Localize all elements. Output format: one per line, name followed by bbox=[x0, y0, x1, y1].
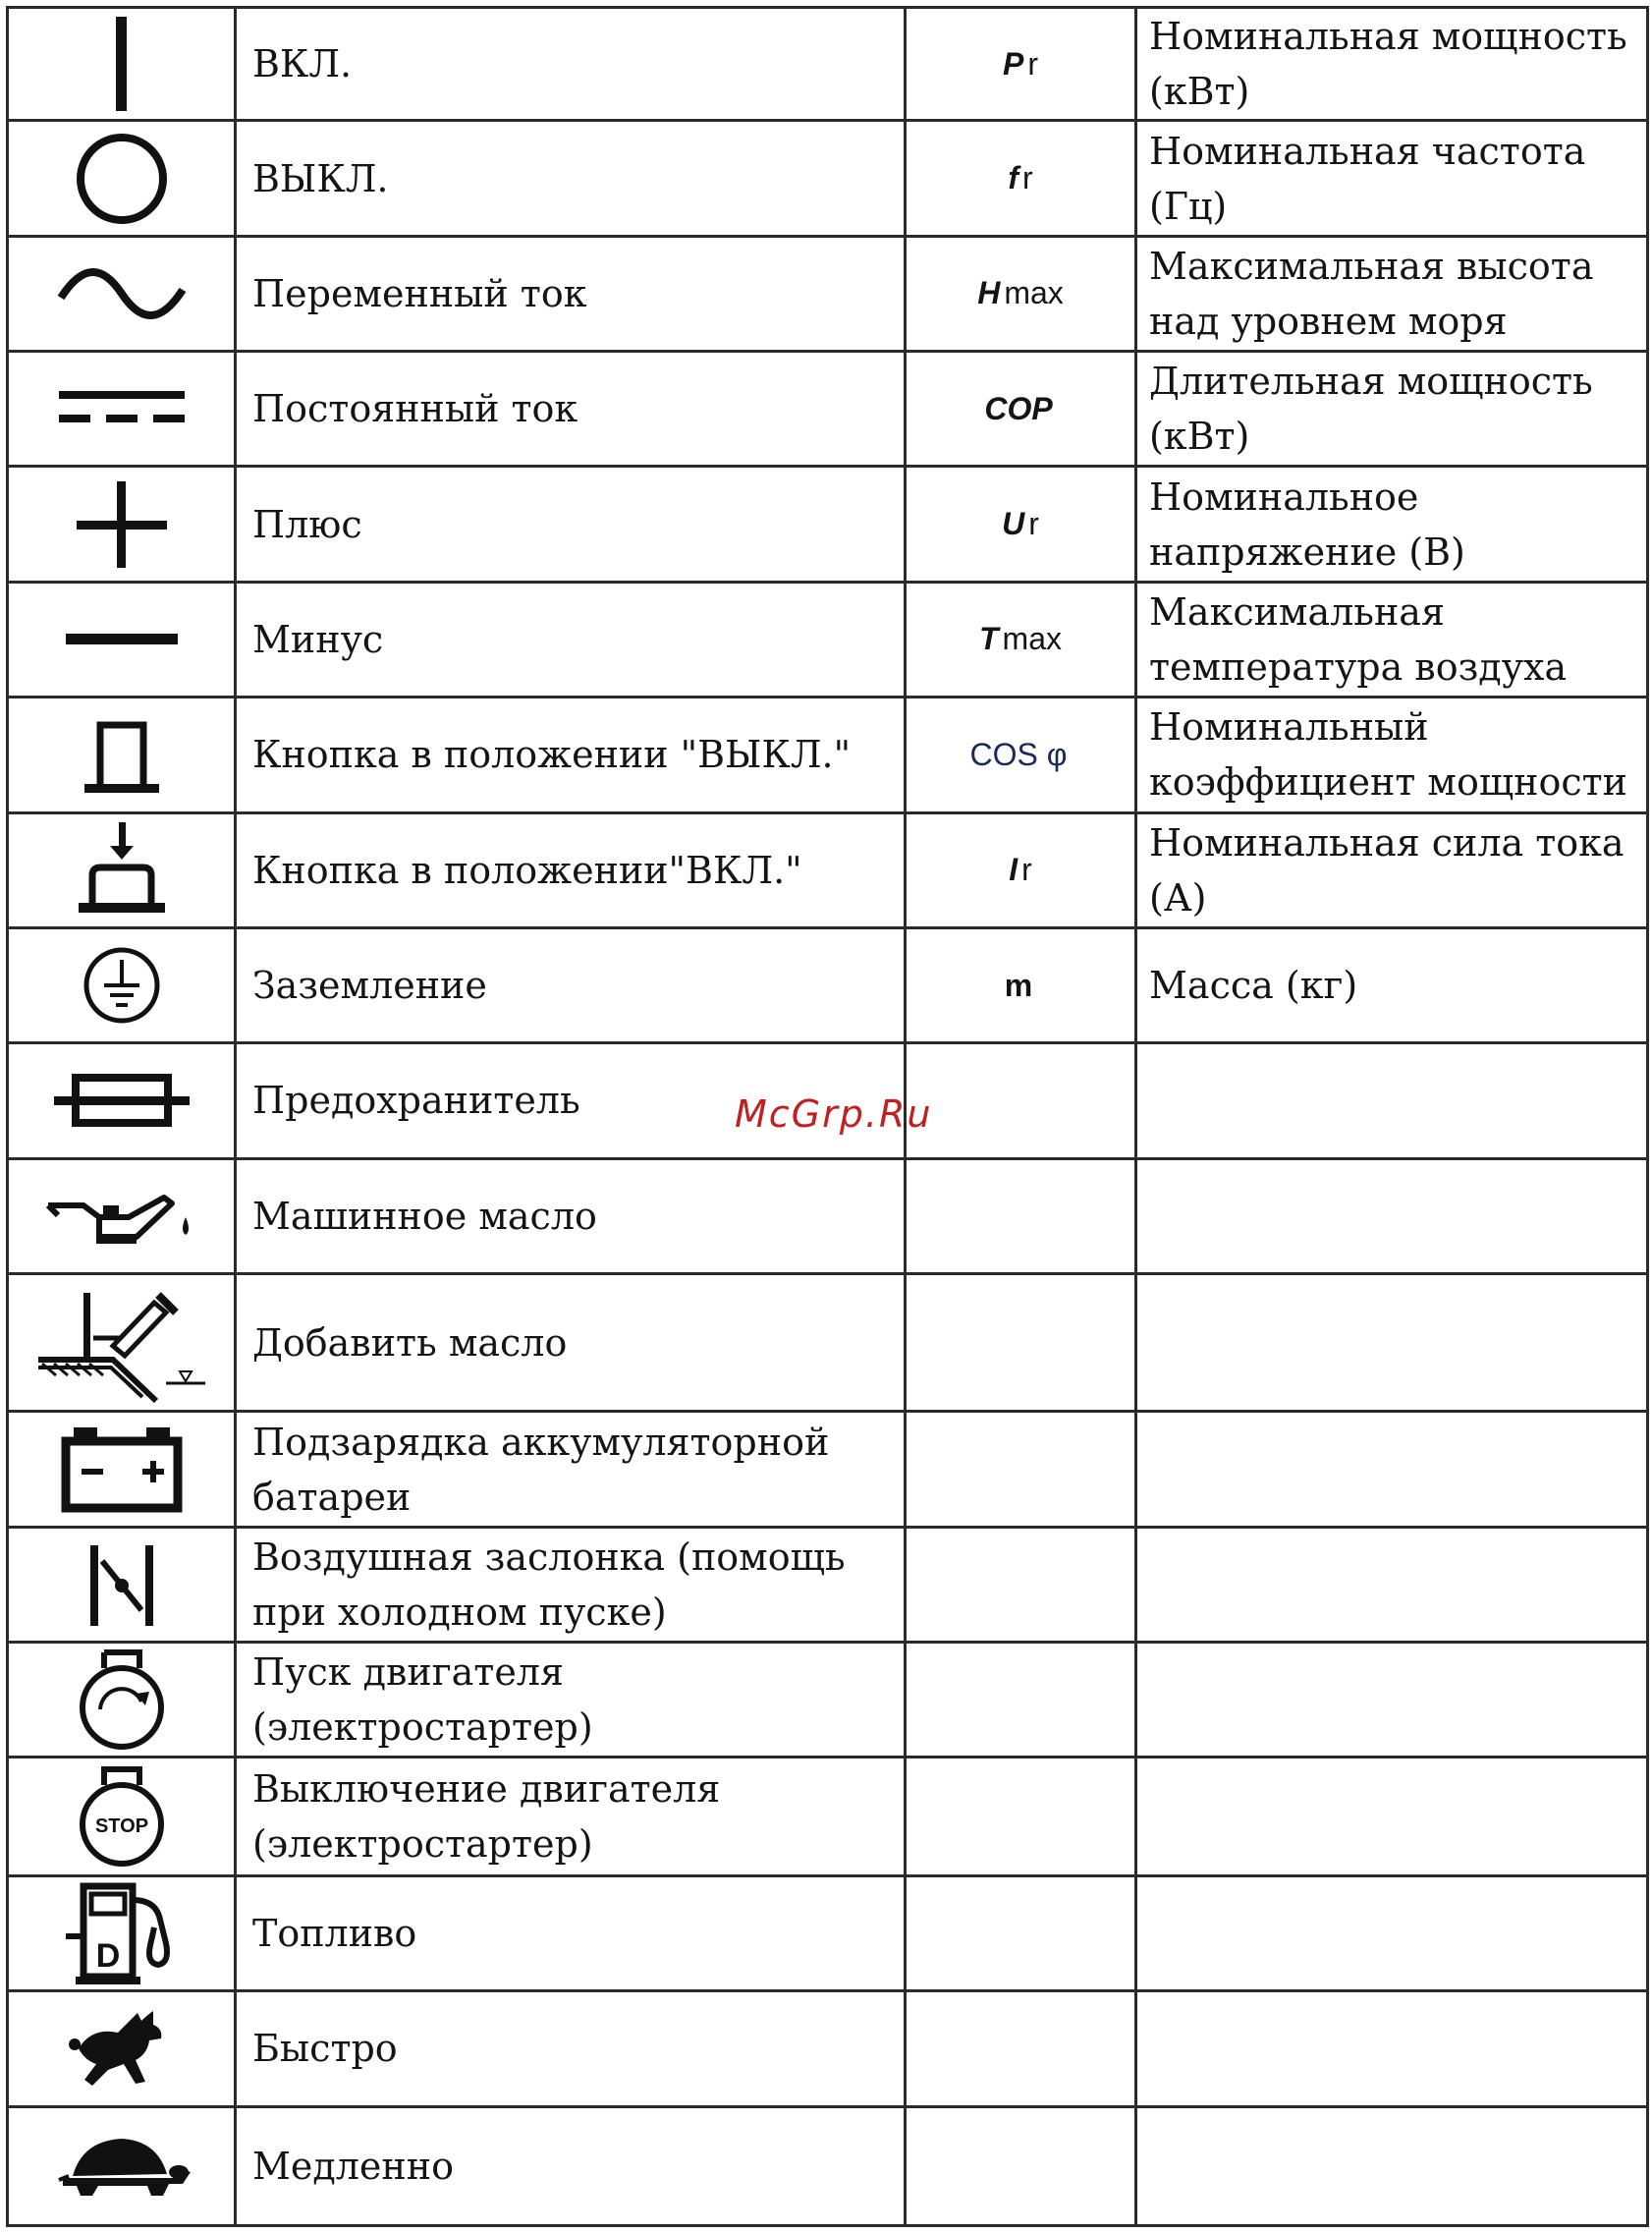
battery-icon bbox=[58, 1424, 186, 1516]
engine-start-icon bbox=[63, 1647, 181, 1753]
parameter-description bbox=[1136, 1875, 1648, 1990]
icon-cell bbox=[8, 1875, 236, 1990]
icon-cell bbox=[8, 812, 236, 927]
parameter-code bbox=[906, 1527, 1136, 1642]
off-circle-icon bbox=[63, 128, 181, 230]
code-main: U bbox=[1002, 506, 1025, 542]
symbol-label: Воздушная заслонка (помощь при холодном пуске) bbox=[236, 1527, 906, 1642]
code-main: T bbox=[979, 621, 999, 657]
icon-cell bbox=[8, 236, 236, 351]
table-row bbox=[8, 1158, 1648, 1273]
table-row bbox=[8, 1527, 1648, 1642]
symbol-label: Предохранитель bbox=[236, 1043, 906, 1158]
parameter-description bbox=[1136, 1643, 1648, 1758]
parameter-code bbox=[906, 8, 1136, 121]
table-row bbox=[8, 467, 1648, 582]
parameter-code bbox=[906, 1273, 1136, 1411]
parameter-code bbox=[906, 927, 1136, 1042]
code-sub: max bbox=[1004, 275, 1064, 311]
ground-icon bbox=[63, 936, 181, 1034]
symbol-label: Переменный ток bbox=[236, 236, 906, 351]
code-main: m bbox=[1004, 967, 1033, 1003]
symbol-label: Добавить масло bbox=[236, 1273, 906, 1411]
fuel-pump-icon bbox=[58, 1880, 186, 1986]
symbol-label: Пуск двигателя (электростартер) bbox=[236, 1643, 906, 1758]
code-main: COS φ bbox=[969, 736, 1068, 772]
icon-cell bbox=[8, 8, 236, 121]
table-row bbox=[8, 8, 1648, 121]
icon-cell bbox=[8, 1991, 236, 2106]
choke-icon bbox=[63, 1535, 181, 1634]
parameter-description bbox=[1136, 1158, 1648, 1273]
icon-cell bbox=[8, 927, 236, 1042]
parameter-code bbox=[906, 698, 1136, 812]
direct-current-icon bbox=[53, 379, 191, 438]
table-row bbox=[8, 1758, 1648, 1875]
table-row bbox=[8, 1643, 1648, 1758]
symbol-label: Машинное масло bbox=[236, 1158, 906, 1273]
minus-icon bbox=[58, 620, 186, 659]
code-sub: r bbox=[1027, 45, 1038, 82]
symbol-label: Подзарядка аккумуляторной батареи bbox=[236, 1412, 906, 1527]
icon-cell bbox=[8, 698, 236, 812]
parameter-code bbox=[906, 467, 1136, 582]
table-row bbox=[8, 2106, 1648, 2225]
symbol-label: Кнопка в положении"ВКЛ." bbox=[236, 812, 906, 927]
symbol-label: Постоянный ток bbox=[236, 352, 906, 467]
on-line-icon bbox=[63, 13, 181, 115]
icon-cell bbox=[8, 1043, 236, 1158]
button-released-icon bbox=[63, 705, 181, 804]
table-row bbox=[8, 236, 1648, 351]
icon-cell bbox=[8, 352, 236, 467]
parameter-description bbox=[1136, 1527, 1648, 1642]
parameter-description bbox=[1136, 1758, 1648, 1875]
symbol-label: Кнопка в положении "ВЫКЛ." bbox=[236, 698, 906, 812]
icon-cell bbox=[8, 1643, 236, 1758]
icon-cell bbox=[8, 582, 236, 697]
parameter-description bbox=[1136, 1273, 1648, 1411]
symbol-label: Топливо bbox=[236, 1875, 906, 1990]
table-row bbox=[8, 927, 1648, 1042]
symbol-label: Быстро bbox=[236, 1991, 906, 2106]
parameter-description: Номинальный коэффициент мощности bbox=[1136, 698, 1648, 812]
symbol-label: ВЫКЛ. bbox=[236, 121, 906, 236]
add-oil-icon bbox=[28, 1281, 215, 1405]
code-sub: r bbox=[1021, 852, 1032, 888]
icon-cell bbox=[8, 2106, 236, 2225]
table-row bbox=[8, 352, 1648, 467]
code-sub: max bbox=[1002, 621, 1062, 657]
parameter-code bbox=[906, 1991, 1136, 2106]
plus-icon bbox=[63, 474, 181, 576]
parameter-code bbox=[906, 121, 1136, 236]
table-row bbox=[8, 812, 1648, 927]
stop-text: STOP bbox=[94, 1815, 148, 1838]
parameter-description bbox=[1136, 1412, 1648, 1527]
parameter-description: Длительная мощность (кВт) bbox=[1136, 352, 1648, 467]
fuel-d-text: D bbox=[95, 1936, 120, 1975]
parameter-description: Масса (кг) bbox=[1136, 927, 1648, 1042]
parameter-code bbox=[906, 1875, 1136, 1990]
parameter-code bbox=[906, 236, 1136, 351]
table-row bbox=[8, 1273, 1648, 1411]
table-row bbox=[8, 121, 1648, 236]
oil-can-icon bbox=[38, 1172, 205, 1260]
symbol-label: Минус bbox=[236, 582, 906, 697]
table-row bbox=[8, 1991, 1648, 2106]
icon-cell bbox=[8, 467, 236, 582]
parameter-description: Номинальная частота (Гц) bbox=[1136, 121, 1648, 236]
parameter-description: Номинальная сила тока (А) bbox=[1136, 812, 1648, 927]
code-main: I bbox=[1009, 852, 1019, 888]
symbol-label: Заземление bbox=[236, 927, 906, 1042]
parameter-description bbox=[1136, 1991, 1648, 2106]
button-pressed-icon bbox=[63, 818, 181, 922]
parameter-code bbox=[906, 1758, 1136, 1875]
code-main: f bbox=[1008, 160, 1019, 196]
parameter-description: Максимальная температура воздуха bbox=[1136, 582, 1648, 697]
table-row bbox=[8, 698, 1648, 812]
parameter-code bbox=[906, 352, 1136, 467]
parameter-code bbox=[906, 1043, 1136, 1158]
parameter-description bbox=[1136, 2106, 1648, 2225]
table-row bbox=[8, 1875, 1648, 1990]
code-main: P bbox=[1003, 45, 1024, 82]
icon-cell bbox=[8, 1412, 236, 1527]
code-sub: r bbox=[1028, 506, 1039, 542]
parameter-code bbox=[906, 1643, 1136, 1758]
alternating-current-icon bbox=[53, 254, 191, 333]
parameter-code bbox=[906, 2106, 1136, 2225]
code-sub: r bbox=[1022, 160, 1033, 196]
icon-cell bbox=[8, 121, 236, 236]
code-main: COP bbox=[984, 390, 1053, 426]
parameter-code bbox=[906, 582, 1136, 697]
symbol-label: Плюс bbox=[236, 467, 906, 582]
symbol-label: ВКЛ. bbox=[236, 8, 906, 121]
code-main: H bbox=[977, 275, 1001, 311]
turtle-slow-icon bbox=[53, 2127, 191, 2205]
parameter-description: Номинальное напряжение (В) bbox=[1136, 467, 1648, 582]
parameter-description: Номинальная мощность (кВт) bbox=[1136, 8, 1648, 121]
symbol-label: Выключение двигателя (электростартер) bbox=[236, 1758, 906, 1875]
icon-cell bbox=[8, 1527, 236, 1642]
fuse-icon bbox=[48, 1066, 195, 1135]
icon-cell bbox=[8, 1758, 236, 1875]
parameter-code bbox=[906, 812, 1136, 927]
parameter-description bbox=[1136, 1043, 1648, 1158]
watermark-text: McGrp.Ru bbox=[735, 1092, 933, 1136]
symbol-label: Медленно bbox=[236, 2106, 906, 2225]
parameter-code bbox=[906, 1158, 1136, 1273]
engine-stop-icon bbox=[63, 1763, 181, 1870]
parameter-code bbox=[906, 1412, 1136, 1527]
icon-cell bbox=[8, 1273, 236, 1411]
parameter-description: Максимальная высота над уровнем моря bbox=[1136, 236, 1648, 351]
table-row bbox=[8, 1412, 1648, 1527]
rabbit-fast-icon bbox=[63, 1999, 181, 2097]
table-row bbox=[8, 582, 1648, 697]
icon-cell bbox=[8, 1158, 236, 1273]
